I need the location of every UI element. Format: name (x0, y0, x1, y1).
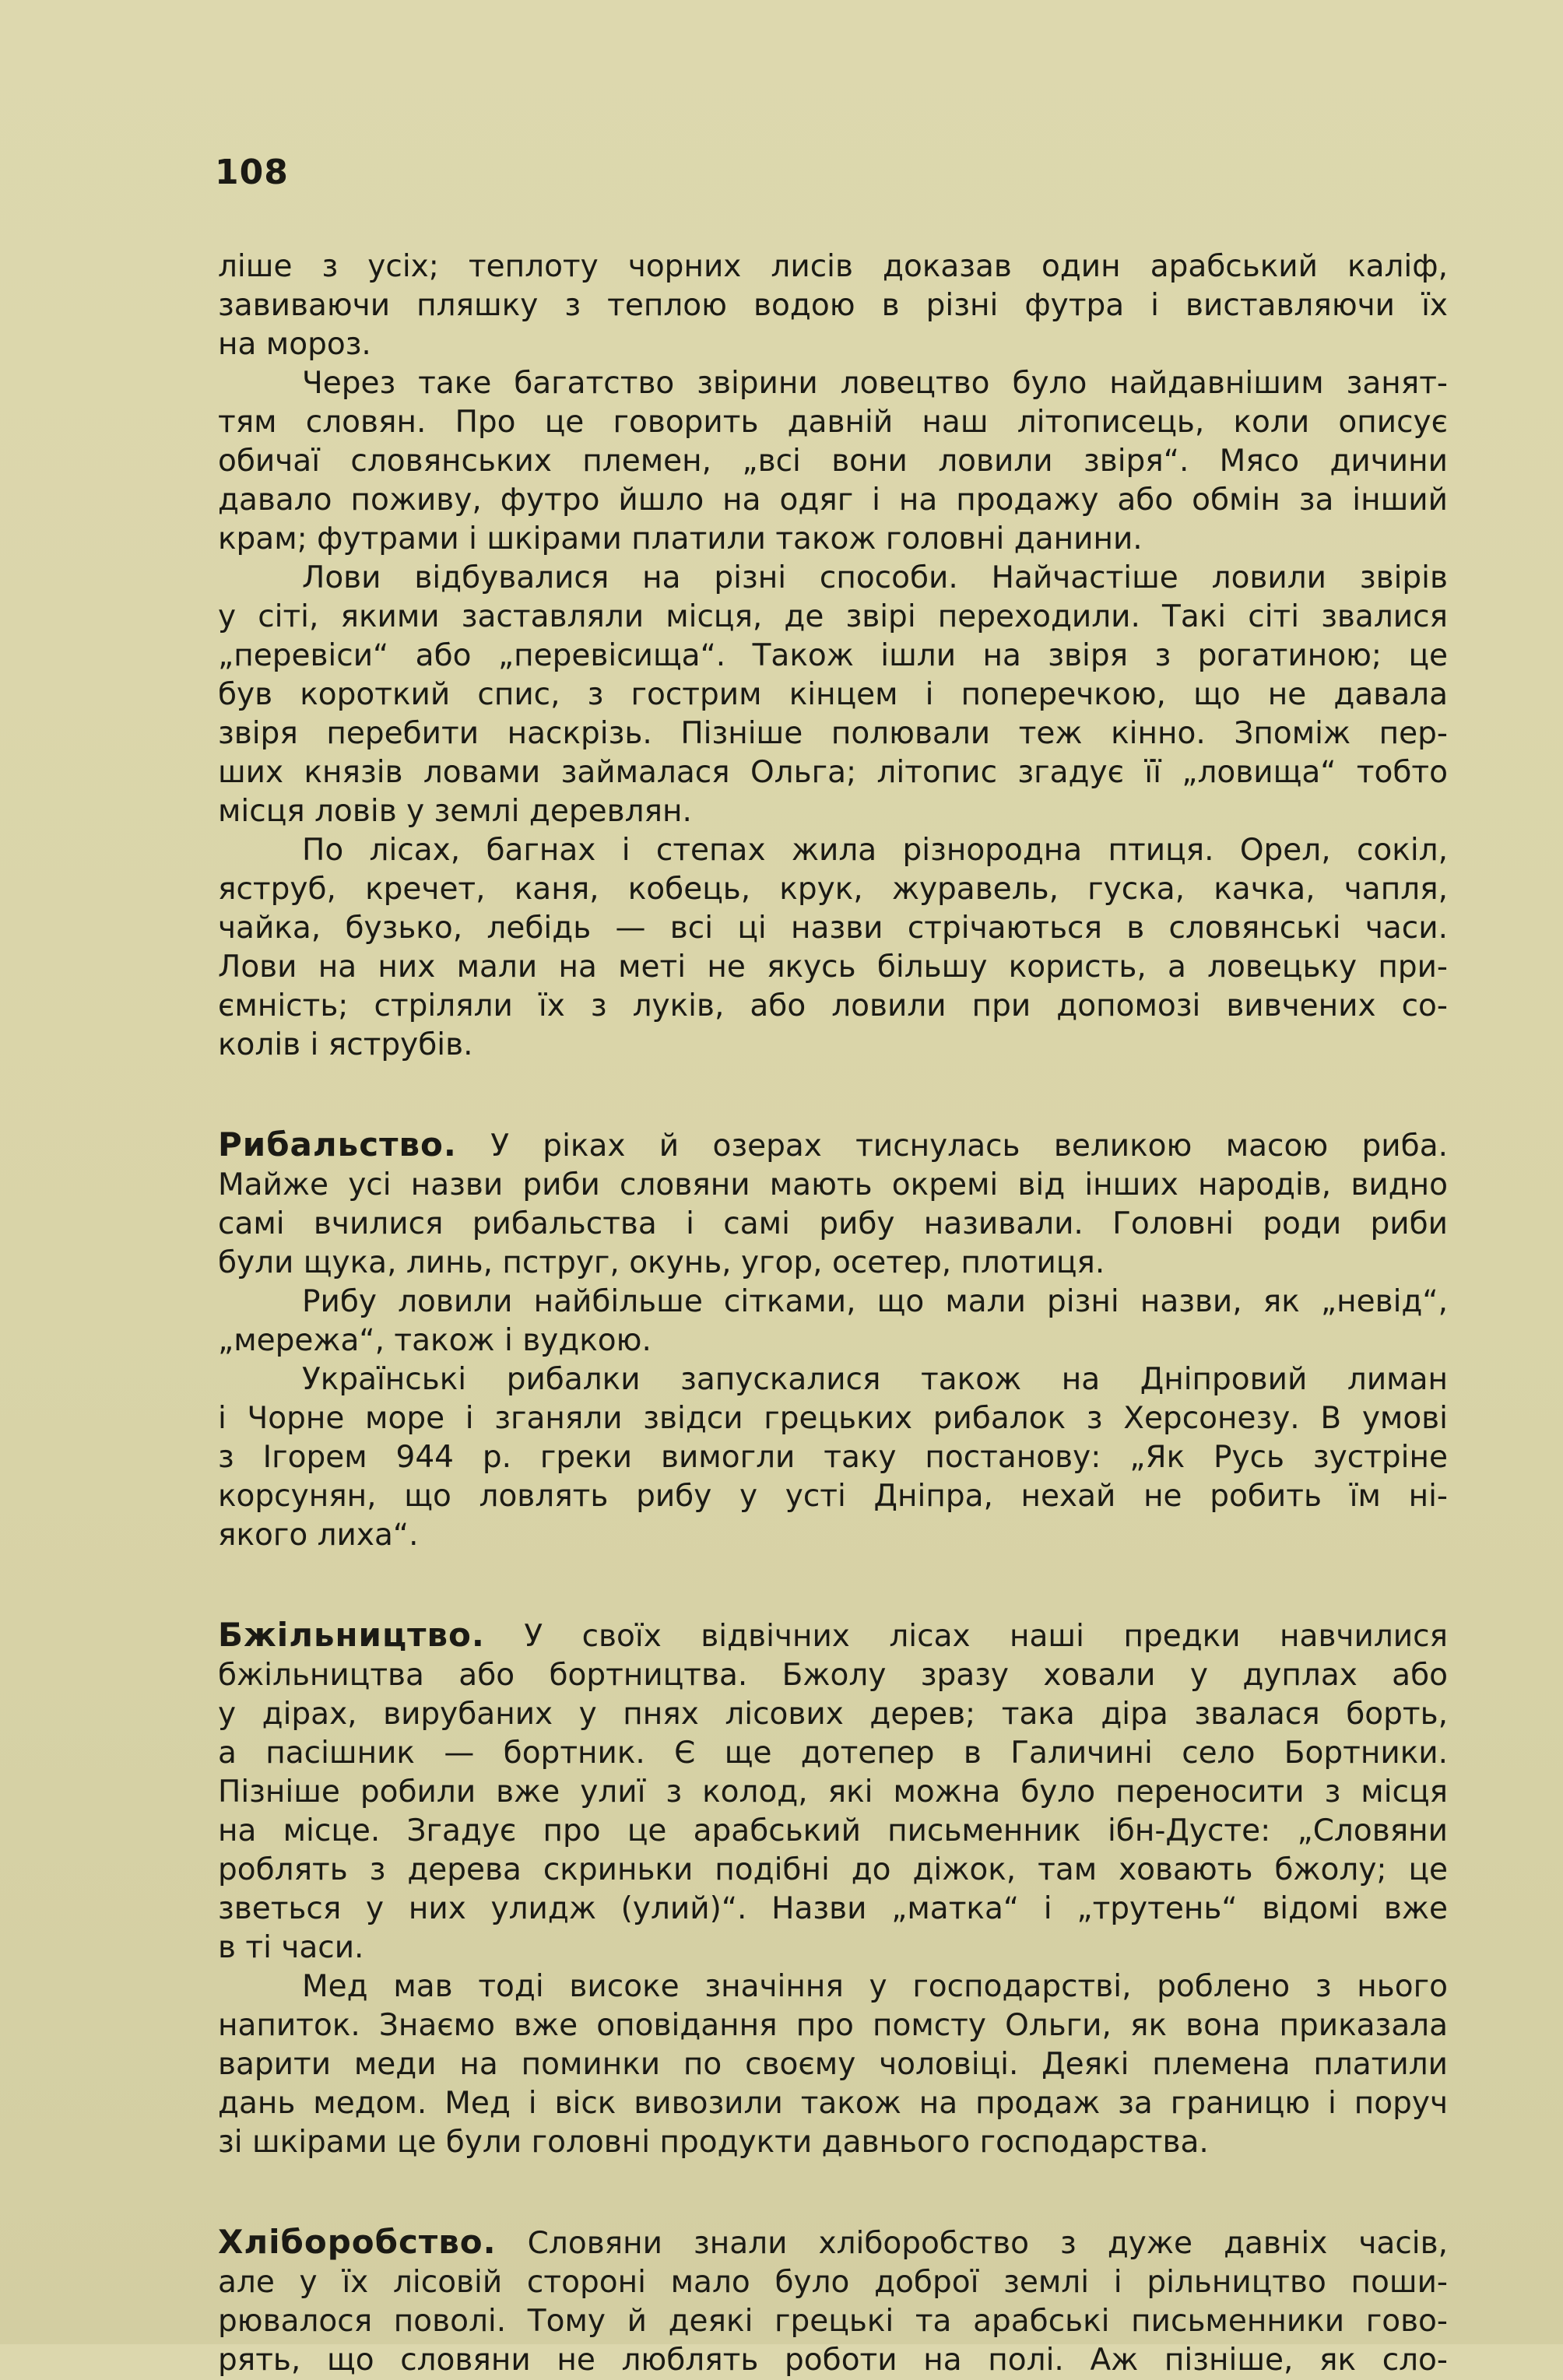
section-heading: Хліборобство. (218, 2223, 497, 2261)
page-body (218, 247, 1448, 2380)
paragraph (218, 559, 1448, 831)
text-line (218, 1125, 1448, 1166)
paragraph (218, 831, 1448, 1065)
text-line: корсунян, що ловлять рибу у усті Дніпра, нехай не робить їм ні- (218, 1479, 1448, 1514)
text-line: Лови на них мали на меті не якусь більшу користь, а ловецьку при- (218, 950, 1448, 985)
section-beekeeping (218, 1616, 1448, 1968)
text-line: варити меди на поминки по своєму чоловіці. Деякі племена платили (218, 2047, 1448, 2082)
text-line: По лісах, багнах і степах жила різнородна птиця. Орел, сокіл, (302, 833, 1448, 868)
text-line: роблять з дерева скриньки подібні до діжок, там ховають бжолу; це (218, 1852, 1448, 1887)
text-line (218, 1616, 1448, 1656)
text-line: у дірах, вирубаних у пнях лісових дерев; така діра звалася борть, (218, 1697, 1448, 1732)
text-line: але у їх лісовій стороні мало було доброї землі і рільництво поши- (218, 2265, 1448, 2300)
text-line: був короткий спис, з гострим кінцем і поперечкою, що не давала (218, 677, 1448, 712)
text-line: у сіті, якими заставляли місця, де звірі переходили. Такі сіті звалися (218, 599, 1448, 634)
paragraph (218, 364, 1448, 559)
text-line: самі вчилися рибальства і самі рибу називали. Головні роди риби (218, 1206, 1448, 1241)
text-line: чайка, бузько, лебідь — всі ці назви стрічаються в словянські часи. (218, 911, 1448, 946)
section-lead-text: У своїх відвічних лісах наші предки навчилися (524, 1619, 1448, 1654)
text-line: колів і яструбів. (218, 1027, 473, 1062)
text-line: давало поживу, футро йшло на одяг і на продажу або обмін за інший (218, 483, 1448, 518)
text-line: „перевіси“ або „перевісища“. Також ішли на звіря з рогатиною; це (218, 638, 1448, 673)
text-line (218, 2223, 1448, 2263)
text-line: „мережа“, також і вудкою. (218, 1323, 652, 1358)
text-line: обичаї словянських племен, „всі вони ловили звіря“. Мясо дичини (218, 444, 1448, 479)
section-lead-text: У ріках й озерах тиснулась великою масою риба. (490, 1129, 1448, 1164)
text-line: ших князів ловами займалася Ольга; літопис згадує її „ловища“ тобто (218, 755, 1448, 790)
text-line: на місце. Згадує про це арабський письменник ібн-Дусте: „Словяни (218, 1813, 1448, 1848)
text-line: яструб, кречет, каня, кобець, крук, журавель, гуска, качка, чапля, (218, 872, 1448, 907)
text-line: ліше з усіх; теплоту чорних лисів доказав один арабський каліф, (218, 249, 1448, 284)
text-line: звіря перебити наскрізь. Пізніше полювали теж кінно. Зпоміж пер- (218, 716, 1448, 751)
text-line: а пасішник — бортник. Є ще дотепер в Галичині село Бортники. (218, 1736, 1448, 1771)
text-line: Майже усі назви риби словяни мають окремі від інших народів, видно (218, 1167, 1448, 1202)
text-line: рять, що словяни не люблять роботи на полі. Аж пізніше, як сло- (218, 2343, 1448, 2378)
text-line: Українські рибалки запускалися також на Дніпровий лиман (302, 1362, 1448, 1397)
text-line: зі шкірами це були головні продукти давнього господарства. (218, 2125, 1209, 2160)
paragraph (218, 1968, 1448, 2162)
text-line: місця ловів у землі деревлян. (218, 794, 692, 829)
text-line: Рибу ловили найбільше сітками, що мали різні назви, як „невід“, (302, 1284, 1448, 1319)
text-line: і Чорне море і зганяли звідси грецьких рибалок з Херсонезу. В умові (218, 1401, 1448, 1436)
text-line: дань медом. Мед і віск вивозили також на продаж за границю і поруч (218, 2086, 1448, 2121)
section-lead-text: Словяни знали хліборобство з дуже давніх часів, (527, 2226, 1448, 2261)
page-number: 108 (215, 153, 289, 192)
text-line: крам; футрами і шкірами платили також головні данини. (218, 521, 1143, 556)
text-line: на мороз. (218, 327, 371, 362)
section-heading: Рибальство. (218, 1125, 457, 1164)
text-line: бжільництва або бортництва. Бжолу зразу ховали у дуплах або (218, 1658, 1448, 1693)
section-heading: Бжільництво. (218, 1616, 485, 1654)
text-line: Мед мав тоді високе значіння у господарстві, роблено з нього (302, 1969, 1448, 2004)
section-gap (218, 1065, 1448, 1125)
text-line: Пізніше робили вже улиї з колод, які можна було переносити з місця (218, 1774, 1448, 1810)
section-fishing (218, 1125, 1448, 1283)
paragraph (218, 1360, 1448, 1555)
section-gap (218, 2162, 1448, 2223)
section-gap (218, 1555, 1448, 1616)
text-line: в ті часи. (218, 1930, 364, 1965)
text-line: завиваючи пляшку з теплою водою в різні футра і виставляючи їх (218, 288, 1448, 323)
text-line: ємність; стріляли їх з луків, або ловили при допомозі вивчених со- (218, 988, 1448, 1023)
text-line: напиток. Знаємо вже оповідання про помсту Ольги, як вона приказала (218, 2008, 1448, 2043)
text-line: якого лиха“. (218, 1518, 419, 1553)
section-agriculture (218, 2223, 1448, 2380)
text-line: Через таке багатство звірини ловецтво було найдавнішим занят- (302, 366, 1448, 401)
paragraph (218, 1283, 1448, 1360)
text-line: були щука, линь, пструг, окунь, угор, осетер, плотиця. (218, 1245, 1105, 1280)
text-line: Лови відбувалися на різні способи. Найчастіше ловили звірів (302, 560, 1448, 595)
text-line: рювалося поволі. Тому й деякі грецькі та арабські письменники гово- (218, 2304, 1448, 2339)
text-line: зветься у них улидж (улий)“. Назви „матка“ і „трутень“ відомі вже (218, 1891, 1448, 1926)
text-line: тям словян. Про це говорить давній наш літописець, коли описує (218, 405, 1448, 440)
text-line: з Ігорем 944 р. греки вимогли таку постанову: „Як Русь зустріне (218, 1440, 1448, 1475)
paragraph (218, 247, 1448, 364)
